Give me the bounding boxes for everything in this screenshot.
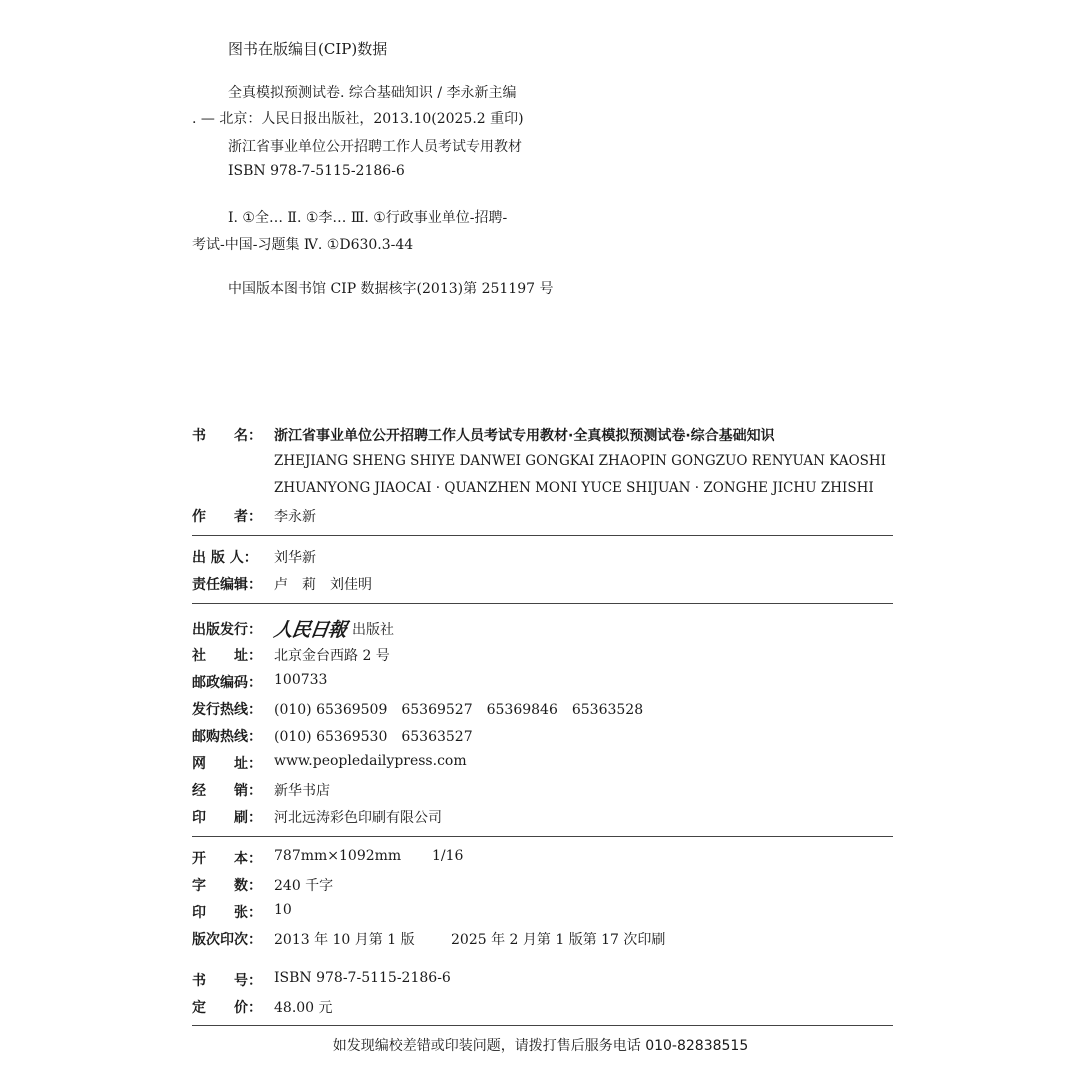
- edition-first: 2013 年 10 月第 1 版: [274, 932, 415, 948]
- editor-row: [192, 574, 372, 594]
- cip-line-publisher: . — 北京：人民日报出版社，2013.10(2025.2 重印): [192, 111, 524, 127]
- cip-line-classification: Ⅰ. ①全… Ⅱ. ①李… Ⅲ. ①行政事业单位-招聘-: [228, 210, 508, 226]
- sheets: 10: [274, 902, 292, 918]
- website-row: [192, 753, 467, 773]
- seller-row: [192, 780, 330, 800]
- after-sales-notice: 如发现编校差错或印装问题，请拨打售后服务电话 010-82838515: [332, 1038, 749, 1054]
- price: 48.00 元: [274, 1000, 333, 1016]
- edition-current: 2025 年 2 月第 1 版第 17 次印刷: [451, 932, 666, 948]
- book-name-row: [192, 425, 775, 445]
- editor: 卢 莉 刘佳明: [274, 577, 372, 593]
- printer-label: 印 刷：: [192, 810, 262, 826]
- format-row: [192, 848, 463, 868]
- words-row: [192, 875, 333, 895]
- distributor-suffix: 出版社: [352, 621, 395, 638]
- address-label: 社 址：: [192, 648, 262, 664]
- hotline-label: 发行热线：: [192, 702, 262, 718]
- format-label: 开 本：: [192, 851, 262, 867]
- address-row: [192, 645, 390, 665]
- postcode-label: 邮政编码：: [192, 675, 262, 691]
- cip-title: 图书在版编目(CIP)数据: [228, 40, 388, 58]
- mail-order-row: [192, 726, 473, 746]
- book-name-pinyin-1: ZHEJIANG SHENG SHIYE DANWEI GONGKAI ZHAOPIN GONGZUO RENYUAN KAOSHI: [274, 453, 886, 469]
- distributor-row: [192, 615, 394, 642]
- book-name-label: 书 名：: [192, 428, 262, 444]
- book-name: 浙江省事业单位公开招聘工作人员考试专用教材·全真模拟预测试卷·综合基础知识: [274, 428, 775, 444]
- isbn-row: [192, 970, 451, 990]
- cip-line-series: 浙江省事业单位公开招聘工作人员考试专用教材: [228, 139, 522, 155]
- publisher-person: 刘华新: [274, 550, 316, 566]
- editor-label: 责任编辑：: [192, 577, 262, 593]
- divider-3: [192, 836, 893, 837]
- book-name-pinyin-2: ZHUANYONG JIAOCAI · QUANZHEN MONI YUCE SHIJUAN · ZONGHE JICHU ZHISHI: [274, 480, 874, 496]
- cip-line-classification-cont: 考试-中国-习题集 Ⅳ. ①D630.3-44: [192, 237, 414, 253]
- hotline-row: [192, 699, 643, 719]
- author: 李永新: [274, 509, 316, 525]
- printer: 河北远涛彩色印刷有限公司: [274, 810, 442, 826]
- printer-row: [192, 807, 442, 827]
- address: 北京金台西路 2 号: [274, 648, 390, 664]
- cip-line-isbn: ISBN 978-7-5115-2186-6: [228, 163, 405, 179]
- mail-order-label: 邮购热线：: [192, 729, 262, 745]
- distributor-label: 出版发行：: [192, 621, 262, 638]
- divider-1: [192, 535, 893, 536]
- format: 787mm×1092mm: [274, 848, 402, 864]
- seller-label: 经 销：: [192, 783, 262, 799]
- publisher-person-label: 出 版 人：: [192, 550, 258, 566]
- hotline: (010) 65369509 65369527 65369846 65363528: [274, 702, 644, 718]
- format-size: 1/16: [432, 848, 464, 864]
- postcode: 100733: [274, 672, 328, 688]
- divider-4: [192, 1025, 893, 1026]
- publisher-person-row: [192, 547, 316, 567]
- isbn-label: 书 号：: [192, 973, 262, 989]
- mail-order: (010) 65369530 65363527: [274, 729, 473, 745]
- words-label: 字 数：: [192, 878, 262, 894]
- cip-line-number: 中国版本图书馆 CIP 数据核字(2013)第 251197 号: [228, 281, 554, 297]
- words: 240 千字: [274, 878, 334, 894]
- author-label: 作 者：: [192, 509, 262, 525]
- website: www.peopledailypress.com: [274, 753, 467, 769]
- isbn: ISBN 978-7-5115-2186-6: [274, 970, 451, 986]
- cip-line-title: 全真模拟预测试卷. 综合基础知识 / 李永新主编: [228, 85, 517, 101]
- edition-row: [192, 929, 665, 949]
- price-label: 定 价：: [192, 1000, 262, 1016]
- sheets-label: 印 张：: [192, 905, 262, 921]
- price-row: [192, 997, 333, 1017]
- publisher-logo: 人民日報: [272, 619, 348, 641]
- seller: 新华书店: [274, 783, 330, 799]
- postcode-row: [192, 672, 327, 692]
- author-row: [192, 506, 316, 526]
- sheets-row: [192, 902, 292, 922]
- edition-label: 版次印次：: [192, 932, 262, 948]
- website-label: 网 址：: [192, 756, 262, 772]
- divider-2: [192, 603, 893, 604]
